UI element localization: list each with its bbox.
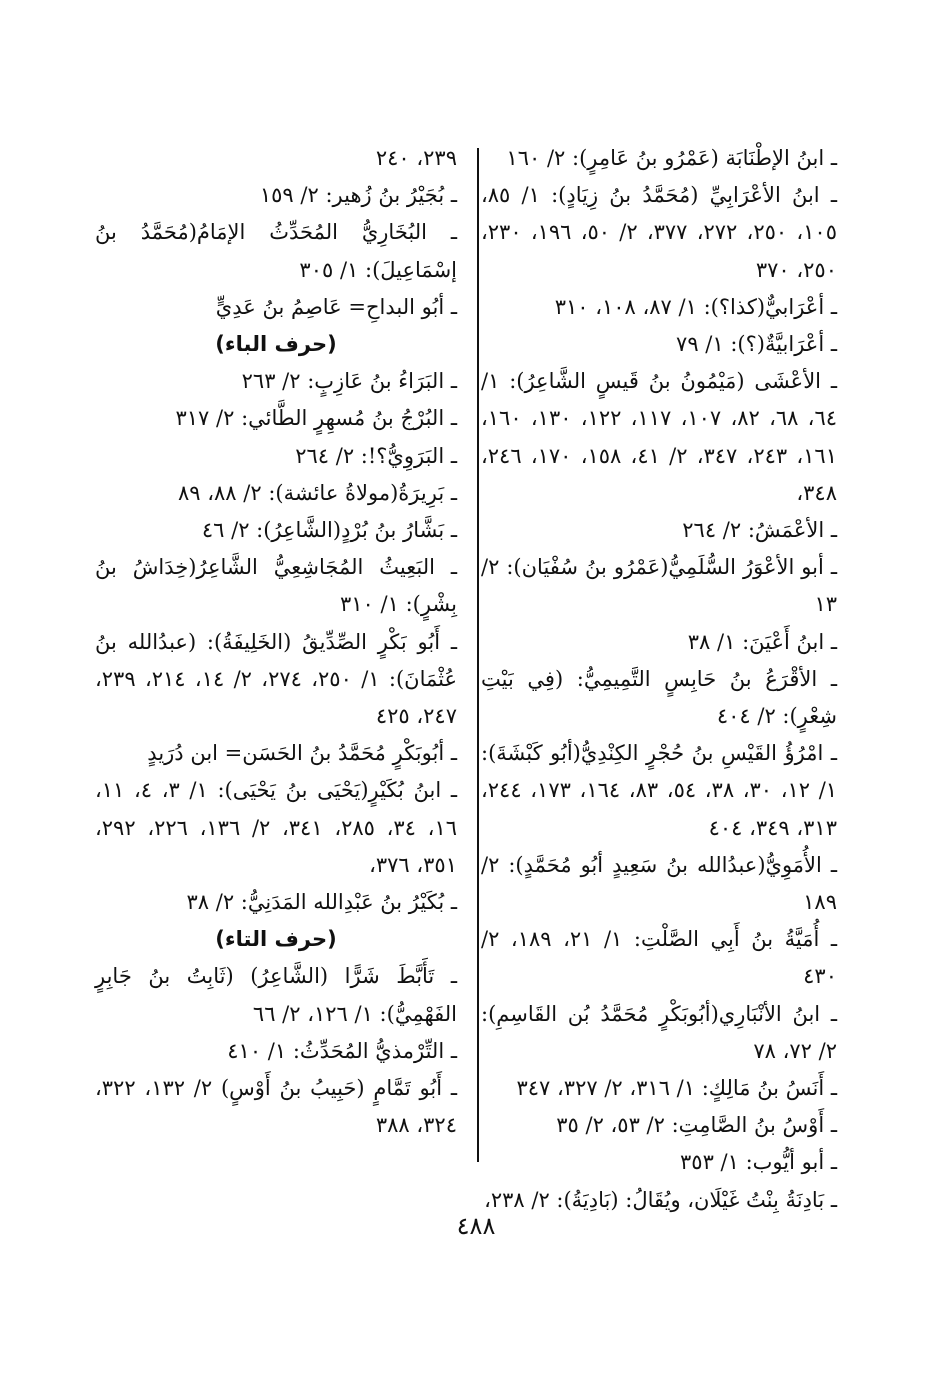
index-entry: ـ أبُوبَكْرٍ مُحَمَّدُ بنُ الحَسَن= ابن دُرَيدٍ [147, 741, 457, 766]
index-entry: ـ البَرَوِيُّ؟!: ٢/ ٢٦٤ [295, 443, 457, 468]
index-column-right [481, 140, 837, 1219]
index-entry: ـ الأُمَوِيُّ(عبدُالله بنُ سَعِيدٍ أبُو مُحَمَّدٍ): ٢/ ١٨٩ [481, 852, 837, 915]
index-entry: ـ الأعْشَى (مَيْمُونُ بنُ قَيسٍ الشَّاعِرُ): ١/ ٦٤، ٦٨، ٨٢، ١٠٧، ١١٧، ١٢٢، ١٣٠، ١٦٠، ١٦١، ٢٤٣، ٣٤٧، ٢/ ٤١، ١٥٨، ١٧٠، ٢٤٦، ٣٤٨، [481, 369, 838, 505]
section-heading-ta: (حرف التاء) [215, 927, 337, 952]
index-entry: ـ البُرْجُ بنُ مُسهِرٍ الطَّائي: ٢/ ٣١٧ [175, 406, 457, 431]
index-entry: ـ أَنَسُ بنُ مَالِكٍ: ١/ ٣١٦، ٢/ ٣٢٧، ٣٤٧ [516, 1076, 837, 1101]
index-entry: ـ أعْرَابيَّةٌ(؟): ١/ ٧٩ [676, 332, 837, 357]
index-entry: ـ البُخَارِيُّ المُحَدِّثُ الإمَامُ(مُحَمَّدُ بنُ إسْمَاعِيلَ): ١/ ٣٠٥ [95, 220, 457, 282]
column-divider [477, 148, 479, 1162]
index-entry: ـ البَعِيثُ المُجَاشِعِيُّ الشَّاعِرُ(خِدَاشُ بنُ بِشْرٍ): ١/ ٣١٠ [95, 555, 457, 617]
section-heading-ba: (حرف الباء) [215, 332, 337, 357]
index-entry: ـ بُجَيْرُ بنُ زُهير: ٢/ ١٥٩ [259, 183, 457, 208]
index-entry: ـ أبو أيُّوب: ١/ ٣٥٣ [680, 1150, 837, 1175]
index-entry: ـ أَوْسُ بنُ الصَّامِتِ: ٢/ ٥٣، ٢/ ٣٥ [556, 1113, 837, 1138]
index-entry: ـ أبُو البداحِ= عَاصِمُ بنُ عَدِيٍّ [215, 294, 457, 319]
index-entry: ـ ابنُ بُكَيْرٍ(يَحْيَى بنُ يَحْيَى): ١/ ٣، ٤، ١١، ١٦، ٣٤، ٢٨٥، ٣٤١، ٢/ ١٣٦، ٢٢٦، ٢٩٢، ٣٥١، ٣٧٦، [95, 778, 458, 877]
index-entry: ـ أبو الأعْوَرُ السُّلَمِيُّ(عَمْرُو بنُ سُفْيَان): ٢/ ١٣ [481, 555, 837, 617]
index-entry: ـ امْرُؤُ القَيْسِ بنُ حُجْرٍ الكِنْدِيُّ(أبُو كَبْشَةَ): ١/ ١٢، ٣٠، ٣٨، ٥٤، ٨٣، ١٦٤، ١٧٣، ٢٤٤، ٣١٣، ٣٤٩، ٤٠٤ [481, 741, 838, 840]
index-entry: ـ الأقْرَعُ بنُ حَابِسٍ التَّمِيمِيُّ: (فِي بَيْتِ شِعْرٍ): ٢/ ٤٠٤ [481, 666, 837, 729]
index-entry: ـ البَرَاءُ بنُ عَازِبٍ: ٢/ ٢٦٣ [241, 369, 457, 394]
index-entry: ـ أُمَيَّةُ بنُ أَبِي الصَّلْتِ: ١/ ٢١، ١٨٩، ٢/ ٤٣٠ [481, 927, 837, 989]
index-entry: ـ ابنُ أَعْيَنَ: ١/ ٣٨ [687, 629, 837, 654]
index-entry: ـ ابنُ الأعْرَابِيِّ (مُحَمَّدُ بنُ زِيَادٍ): ١/ ٨٥، ١٠٥، ٢٥٠، ٢٧٢، ٣٧٧، ٢/ ٥٠، ١٩٦، ٢٣٠، ٢٥٠، ٣٧٠ [481, 183, 837, 282]
index-entry: ـ بَرِيرَةُ(مولاةُ عائشة): ٢/ ٨٨، ٨٩ [178, 480, 457, 505]
index-entry: ـ بَشَّارُ بنُ بُرْدٍ(الشَّاعِرُ): ٢/ ٤٦ [201, 518, 457, 543]
index-entry: ـ بَادِنَةُ بِنْتُ غَيْلَان، ويُقَالُ: (بَادِيَةُ): ٢/ ٢٣٨، [484, 1187, 837, 1212]
index-entry: ـ ابنُ الأنْبَارِي(أبُوبَكْرٍ مُحَمَّدُ بُن القَاسِمِ): ٢/ ٧٢، ٧٨ [481, 1001, 837, 1063]
index-entry-continuation: ٢٣٩، ٢٤٠ [375, 146, 457, 170]
index-entry: ـ بُكَيْرُ بنُ عَبْدِالله المَدَنِيُّ: ٢/ ٣٨ [186, 890, 457, 915]
index-entry: ـ الأعْمَشُ: ٢/ ٢٦٤ [682, 518, 837, 543]
index-entry: ـ التِّرْمذيُّ المُحَدِّثُ: ١/ ٤١٠ [227, 1038, 457, 1063]
index-entry: ـ أَبُو بَكْرٍ الصِّدِّيقُ (الخَلِيفَةُ): (عبدُالله بنُ عُثْمَانَ): ١/ ٢٥٠، ٢٧٤، ٢/ ١٤، ٢١٤، ٢٣٩، ٢٤٧، ٤٢٥ [95, 629, 457, 729]
index-entry: ـ أَبُو تَمَّامٍ (حَبِيبُ بنُ أَوْسٍ) ٢/ ١٣٢، ٣٢٢، ٣٢٤، ٣٨٨ [95, 1076, 457, 1138]
page-number: ٤٨٨ [456, 1212, 496, 1240]
index-entry: ـ تَأَبَّطَ شَرًّا (الشَّاعِرُ) (ثَابِتُ بنُ جَابِرٍ الفَهْمِيُّ): ١/ ١٢٦، ٢/ ٦٦ [95, 964, 457, 1026]
index-entry: ـ ابنُ الإطْنَابَة (عَمْرُو بنُ عَامِرٍ): ٢/ ١٦٠ [506, 146, 837, 170]
index-column-left [95, 140, 457, 1144]
index-entry: ـ أعْرَابيٌّ(كذا؟): ١/ ٨٧، ١٠٨، ٣١٠ [554, 294, 837, 319]
